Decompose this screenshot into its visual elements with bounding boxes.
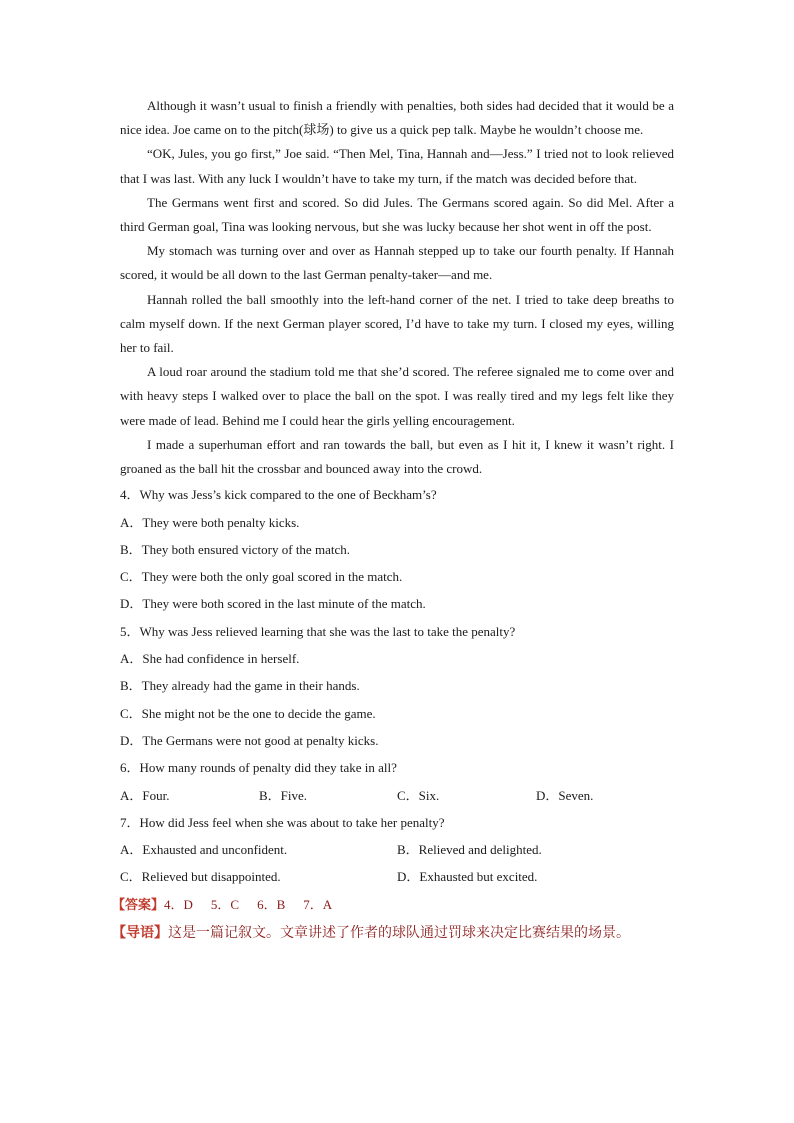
- option-d: D．The Germans were not good at penalty kicks.: [120, 732, 379, 748]
- answer-label: 【答案】: [112, 896, 165, 912]
- passage-paragraph-3: The Germans went first and scored. So did Jules. The Germans scored again. So did Mel. After a third German goal, Tina was looking nervous, but she was lucky because her shot went in off the post.: [120, 194, 674, 235]
- question-stem: 6．How many rounds of penalty did they take in all?: [120, 760, 397, 776]
- guide-text: 这是一篇记叙文。文章讲述了作者的球队通过罚球来决定比赛结果的场景。: [168, 924, 630, 941]
- passage-paragraph-5: Hannah rolled the ball smoothly into the left-hand corner of the net. I tried to take deep breaths to calm myself down. If the next German player scored, I’d have to take my turn. I closed my eyes, willing her to fail.: [120, 291, 674, 356]
- question-6: [120, 754, 674, 809]
- option-a: A．Four.: [120, 787, 170, 803]
- passage-paragraph-2: “OK, Jules, you go first,” Joe said. “Then Mel, Tina, Hannah and—Jess.” I tried not to look relieved that I was last. With any luck I wouldn’t have to take my turn, if the match was decided before that.: [120, 146, 674, 186]
- question-stem: 5．Why was Jess relieved learning that she was the last to take the penalty?: [120, 623, 516, 639]
- option-d: D．Exhausted but excited.: [397, 869, 538, 885]
- option-c: C．Relieved but disappointed.: [120, 869, 281, 885]
- guide-label: 【导语】: [112, 924, 168, 941]
- option-d: D．Seven.: [536, 787, 594, 803]
- passage-paragraph-6: A loud roar around the stadium told me that she’d scored. The referee signaled me to come over and with heavy steps I walked over to place the ball on the spot. I was really tired and my legs felt like they were made of lead. Behind me I could hear the girls yelling encouragement.: [120, 364, 674, 428]
- option-b: B．Five.: [259, 787, 308, 803]
- option-a: A．She had confidence in herself.: [120, 651, 300, 667]
- answer-item: 7．A: [303, 896, 333, 912]
- question-7: [120, 809, 674, 891]
- option-c: C．Six.: [397, 787, 440, 803]
- option-b: B．They already had the game in their hands.: [120, 678, 360, 694]
- question-4: [120, 481, 674, 617]
- options-row-2: [120, 863, 674, 890]
- passage-paragraph-4: My stomach was turning over and over as Hannah stepped up to take our fourth penalty. If Hannah scored, it would be all down to the last German penalty-taker—and me.: [120, 243, 674, 283]
- option-b: B．They both ensured victory of the match.: [120, 541, 350, 557]
- options-row: [120, 782, 674, 809]
- passage-paragraph-7: I made a superhuman effort and ran towards the ball, but even as I hit it, I knew it wasn’t right. I groaned as the ball hit the crossbar and bounced away into the crowd.: [120, 436, 674, 477]
- answer-item: 4．D: [164, 896, 193, 912]
- option-a: A．Exhausted and unconfident.: [120, 842, 288, 858]
- passage-paragraph-1: Although it wasn’t usual to finish a friendly with penalties, both sides had decided that it would be a nice idea. Joe came on to the pitch(球场) to give us a quick pep talk. Maybe he wouldn’t choose me.: [120, 98, 674, 138]
- question-5: [120, 618, 674, 754]
- question-stem: 4．Why was Jess’s kick compared to the one of Beckham’s?: [120, 487, 437, 503]
- option-a: A．They were both penalty kicks.: [120, 514, 300, 530]
- option-d: D．They were both scored in the last minute of the match.: [120, 596, 426, 612]
- options-row-1: [120, 836, 674, 863]
- option-c: C．They were both the only goal scored in the match.: [120, 569, 403, 585]
- option-c: C．She might not be the one to decide the game.: [120, 705, 376, 721]
- document-page: [112, 94, 674, 947]
- option-b: B．Relieved and delighted.: [397, 842, 542, 858]
- answer-key: [112, 891, 674, 919]
- answer-item: 6．B: [257, 896, 286, 912]
- question-stem: 7．How did Jess feel when she was about to take her penalty?: [120, 814, 445, 830]
- guide-note: [112, 919, 674, 947]
- answer-item: 5．C: [210, 896, 240, 912]
